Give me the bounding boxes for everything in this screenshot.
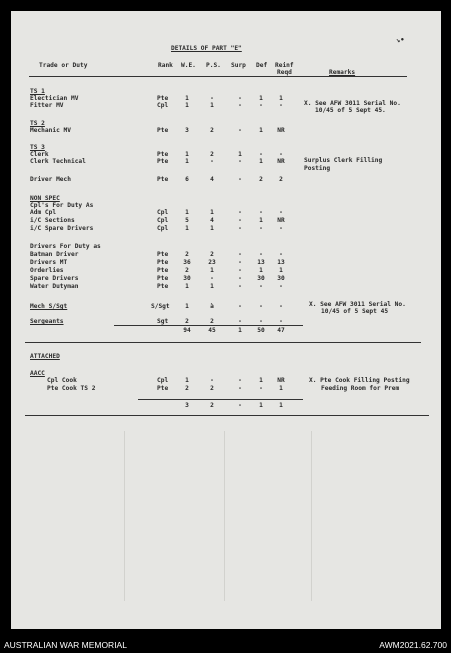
row-ps: 1 (210, 267, 214, 274)
row-ps: 4 (210, 217, 214, 224)
row-we: 1 (185, 225, 189, 232)
row-surp: - (238, 217, 242, 224)
row-we: 3 (185, 127, 189, 134)
row-ps: à (210, 303, 214, 310)
row-ps: 2 (210, 251, 214, 258)
row-ps: 2 (210, 151, 214, 158)
row-trade: Electician MV (30, 95, 79, 102)
remark: X. See AFW 3011 Serial No. (304, 100, 401, 107)
row-def: 2 (259, 176, 263, 183)
section-heading: TS 2 (30, 120, 45, 127)
remark: Posting (304, 165, 331, 172)
row-ps: 1 (210, 102, 214, 109)
row-def: 1 (259, 267, 263, 274)
row-rank: Cpl (157, 377, 169, 384)
row-def: 13 (257, 259, 265, 266)
row-ps: 2 (210, 318, 214, 325)
document-page (11, 11, 441, 629)
row-reinf: NR (277, 217, 285, 224)
row-def: - (259, 251, 263, 258)
row-ps: 2 (210, 385, 214, 392)
row-we: 1 (185, 377, 189, 384)
row-surp: - (238, 95, 242, 102)
row-def: - (259, 151, 263, 158)
row-surp: - (238, 176, 242, 183)
row-ps: 1 (210, 209, 214, 216)
row-we: 36 (183, 259, 191, 266)
row-reinf: - (279, 209, 283, 216)
row-def: 1 (259, 158, 263, 165)
row-surp: - (238, 303, 242, 310)
row-ps: - (210, 95, 214, 102)
total-surp: - (238, 402, 242, 409)
total-reinf: 47 (277, 327, 285, 334)
total-ps: 2 (210, 402, 214, 409)
row-rank: Pte (157, 127, 169, 134)
row-reinf: 2 (279, 176, 283, 183)
row-rank: Pte (157, 275, 169, 282)
row-trade: Mech S/Sgt (30, 303, 68, 310)
row-reinf: - (279, 303, 283, 310)
row-surp: - (238, 127, 242, 134)
header-reinf: Reinf (275, 62, 294, 69)
row-reinf: - (279, 151, 283, 158)
section-heading: TS 3 (30, 144, 45, 151)
row-def: - (259, 225, 263, 232)
ink-mark: ↘• (396, 36, 405, 44)
row-ps: - (210, 377, 214, 384)
row-reinf: 1 (279, 385, 283, 392)
row-ps: 4 (210, 176, 214, 183)
total-ps: 45 (208, 327, 216, 334)
row-surp: - (238, 385, 242, 392)
section-subheading: AACC (30, 370, 45, 377)
row-trade: Batman Driver (30, 251, 79, 258)
row-def: - (259, 209, 263, 216)
row-rank: Pte (157, 385, 169, 392)
row-surp: - (238, 158, 242, 165)
background-line (124, 431, 125, 601)
section-heading: TS 1 (30, 88, 45, 95)
total-surp: 1 (238, 327, 242, 334)
row-reinf: - (279, 283, 283, 290)
header-surp: Surp (231, 62, 246, 69)
background-line (224, 431, 225, 601)
row-surp: - (238, 209, 242, 216)
section-rule (25, 415, 429, 416)
section-heading: NON SPEC (30, 195, 60, 202)
row-trade: Cpl Cook (47, 377, 77, 384)
row-surp: - (238, 259, 242, 266)
footer-institution: AUSTRALIAN WAR MEMORIAL (4, 640, 127, 650)
row-ps: 2 (210, 127, 214, 134)
header-rule (29, 76, 407, 77)
row-trade: Spare Drivers (30, 275, 79, 282)
row-reinf: NR (277, 377, 285, 384)
row-rank: Pte (157, 95, 169, 102)
row-reinf: 13 (277, 259, 285, 266)
row-we: 30 (183, 275, 191, 282)
header-ps: P.S. (206, 62, 221, 69)
row-surp: - (238, 251, 242, 258)
row-we: 1 (185, 102, 189, 109)
total-we: 3 (185, 402, 189, 409)
row-rank: Cpl (157, 217, 169, 224)
row-ps: 1 (210, 225, 214, 232)
row-we: 2 (185, 251, 189, 258)
row-trade: Orderlies (30, 267, 64, 274)
row-surp: 1 (238, 151, 242, 158)
row-ps: - (210, 275, 214, 282)
row-trade: Driver Mech (30, 176, 71, 183)
row-def: - (259, 283, 263, 290)
row-rank: Pte (157, 259, 169, 266)
row-rank: Pte (157, 267, 169, 274)
header-rank: Rank (158, 62, 173, 69)
row-rank: Pte (157, 251, 169, 258)
row-reinf: 1 (279, 95, 283, 102)
row-reinf: 1 (279, 267, 283, 274)
row-def: - (259, 102, 263, 109)
row-rank: Sgt (157, 318, 169, 325)
row-trade: Pte Cook TS 2 (47, 385, 96, 392)
row-reinf: - (279, 251, 283, 258)
row-surp: - (238, 102, 242, 109)
row-we: 2 (185, 267, 189, 274)
row-ps: 23 (208, 259, 216, 266)
row-we: 1 (185, 151, 189, 158)
background-line (311, 431, 312, 601)
totals-rule (138, 399, 303, 400)
section-rule (25, 342, 421, 343)
row-reinf: NR (277, 158, 285, 165)
row-surp: - (238, 377, 242, 384)
row-def: - (259, 385, 263, 392)
section-heading: ATTACHED (30, 353, 60, 360)
row-reinf: 30 (277, 275, 285, 282)
row-we: 1 (185, 95, 189, 102)
remark: Surplus Clerk Filling (304, 157, 383, 164)
remark: 10/45 of 5 Sept 45 (321, 308, 389, 315)
row-def: 1 (259, 127, 263, 134)
header-we: W.E. (181, 62, 196, 69)
header-def: Def (256, 62, 268, 69)
section-subheading: Cpl's For Duty As (30, 202, 94, 209)
row-trade: Clerk Technical (30, 158, 86, 165)
total-def: 50 (257, 327, 265, 334)
remark: Feeding Room for Prem (321, 385, 400, 392)
row-we: 2 (185, 385, 189, 392)
row-reinf: - (279, 102, 283, 109)
row-rank: S/Sgt (151, 303, 170, 310)
row-def: 1 (259, 377, 263, 384)
row-trade: Mechanic MV (30, 127, 71, 134)
total-def: 1 (259, 402, 263, 409)
row-trade: Clerk (30, 151, 49, 158)
remark: 10/45 of 5 Sept 45. (315, 107, 386, 114)
row-def: - (259, 303, 263, 310)
row-ps: - (210, 158, 214, 165)
total-reinf: 1 (279, 402, 283, 409)
row-surp: - (238, 283, 242, 290)
row-rank: Pte (157, 158, 169, 165)
row-we: 1 (185, 158, 189, 165)
row-surp: - (238, 275, 242, 282)
row-we: 6 (185, 176, 189, 183)
remark: X. See AFW 3011 Serial No. (309, 301, 406, 308)
row-def: 1 (259, 217, 263, 224)
total-we: 94 (183, 327, 191, 334)
row-def: 1 (259, 95, 263, 102)
row-we: 1 (185, 209, 189, 216)
row-reinf: - (279, 225, 283, 232)
row-surp: - (238, 318, 242, 325)
row-trade: Adm Cpl (30, 209, 57, 216)
row-trade: Fitter MV (30, 102, 64, 109)
row-surp: - (238, 225, 242, 232)
row-trade: i/C Spare Drivers (30, 225, 94, 232)
section-subheading: Drivers For Duty as (30, 243, 101, 250)
row-rank: Cpl (157, 225, 169, 232)
row-rank: Pte (157, 283, 169, 290)
footer-accession-number: AWM2021.62.700 (379, 640, 447, 650)
row-trade: Drivers MT (30, 259, 68, 266)
row-we: 2 (185, 318, 189, 325)
row-we: 1 (185, 303, 189, 310)
row-rank: Pte (157, 151, 169, 158)
row-rank: Cpl (157, 102, 169, 109)
row-we: 1 (185, 283, 189, 290)
row-we: 5 (185, 217, 189, 224)
row-reinf: - (279, 318, 283, 325)
row-def: 30 (257, 275, 265, 282)
row-surp: - (238, 267, 242, 274)
row-ps: 1 (210, 283, 214, 290)
document-title: DETAILS OF PART "E" (171, 45, 242, 52)
row-def: - (259, 318, 263, 325)
row-rank: Cpl (157, 209, 169, 216)
row-reinf: NR (277, 127, 285, 134)
header-reqd: Reqd (277, 69, 292, 76)
row-trade: i/C Sections (30, 217, 75, 224)
row-trade: Water Dutyman (30, 283, 79, 290)
row-rank: Pte (157, 176, 169, 183)
totals-rule (114, 325, 303, 326)
row-trade: Sergeants (30, 318, 64, 325)
header-remarks: Remarks (329, 69, 356, 76)
remark: X. Pte Cook Filling Posting (309, 377, 410, 384)
header-trade: Trade or Duty (39, 62, 88, 69)
